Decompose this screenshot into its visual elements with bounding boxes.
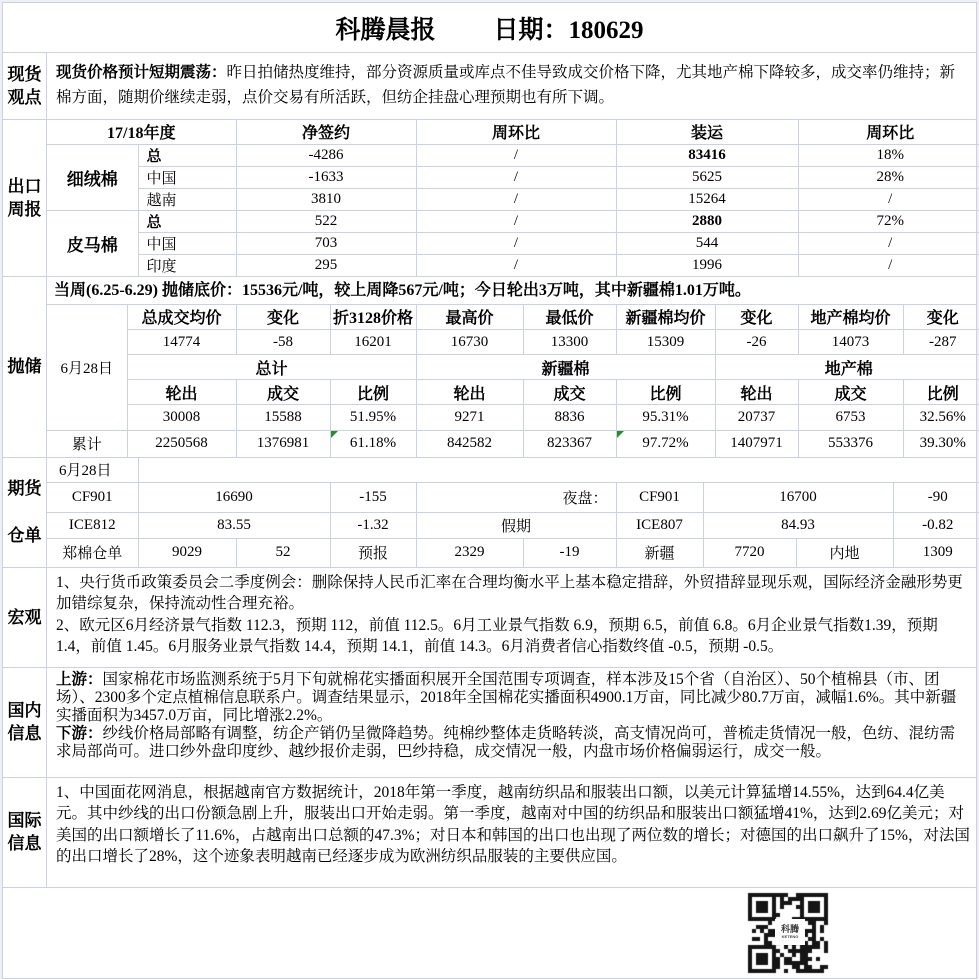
spot-body: 昨日拍储热度维持，部分资源质量或库点不佳导致成交价格下降，尤其地产棉下降较多，成交率仍维持；新棉方面，随期价继续走弱，点价交易有所活跃，但纺企挂盘心理预期也有所下调。 xyxy=(56,64,956,106)
export-cell: / xyxy=(416,188,616,210)
sidebar-label-international: 国际 信息 xyxy=(3,778,47,887)
auction-cell: 39.30% xyxy=(903,431,979,457)
export-cell: / xyxy=(416,254,616,276)
auction-cell: 15309 xyxy=(616,330,715,355)
sidebar-label-export: 出口 周报 xyxy=(3,120,47,276)
international-text: 1、中国面花网消息，根据越南官方数据统计，2018年第一季度，越南纺织品和服装出口额，以美元计算猛增14.55%，达到64.4亿美元。其中纱线的出口份额急剧上升，服装出口开始走弱。第一季度，越南对中国的纺织品和服装出口额猛增41%，达到2.69亿美元；对美国的出口额增长了11.6%，占越南出口总额的47.3%；对日本和韩国的出口也出现了两位数的增长；对德国的出口飙升了15%，对法国的出口增长了28%，这个迹象表明越南已经逐步成为欧洲纺织品服装的主要供应国。 xyxy=(56,783,970,865)
export-region: 中国 xyxy=(138,166,236,188)
auction-cell: 32.56% xyxy=(903,405,979,431)
export-cell: / xyxy=(798,232,979,254)
export-cell: / xyxy=(798,254,979,276)
report-date: 日期：180629 xyxy=(493,16,644,44)
export-year: 17/18年度 xyxy=(47,120,236,144)
upstream-text: 国家棉花市场监测系统于5月下旬就棉花实播面积展开全国范围专项调查，样本涉及15个省（自治区）、50个植棉县（市、团场）、2300多个定点植棉信息联系户。调查结果显示，2018年全国棉花实播面积4900.1万亩，同比减少80.7万亩，减幅1.6%。其中新疆实播面积为3457.0万亩，同比增涨2.2%。 xyxy=(56,670,957,724)
warrant-cell: 内地 xyxy=(796,539,893,567)
warrant-cell: 52 xyxy=(236,539,330,567)
warrant-cell: 预报 xyxy=(330,539,416,567)
auction-date: 6月28日 xyxy=(47,305,127,431)
warrant-name: 郑棉仓单 xyxy=(47,539,138,567)
auction-cell: 842582 xyxy=(416,431,523,457)
auction-header: 变化 xyxy=(903,305,979,330)
auction-body xyxy=(47,277,976,457)
export-cell: -4286 xyxy=(236,144,416,166)
auction-day-row xyxy=(47,405,979,431)
spot-lead: 现货价格预计短期震荡： xyxy=(56,64,227,81)
export-col-header: 周环比 xyxy=(798,120,979,144)
auction-intro: 当周(6.25-6.29) 抛储底价：15536元/吨，较上周降567元/吨；今日轮出3万吨，其中新疆棉1.01万吨。 xyxy=(47,277,976,305)
auction-table xyxy=(47,305,979,457)
auction-cum-label: 累计 xyxy=(47,431,127,457)
auction-header: 变化 xyxy=(236,305,330,330)
upstream-label: 上游： xyxy=(56,670,103,688)
futures-price: 83.55 xyxy=(138,513,330,539)
auction-sub-header-row xyxy=(47,380,979,405)
export-table xyxy=(47,120,979,276)
auction-subheader: 成交 xyxy=(236,380,330,405)
auction-cell-commented: 61.18% xyxy=(330,431,416,457)
auction-cell-commented: 97.72% xyxy=(616,431,715,457)
section-export xyxy=(3,120,976,277)
warrant-cell: 新疆 xyxy=(616,539,703,567)
auction-group: 新疆棉 xyxy=(416,355,715,380)
report-sheet xyxy=(2,2,977,979)
holiday-note: 假期 xyxy=(416,513,616,539)
auction-header: 最低价 xyxy=(523,305,616,330)
sidebar-label-domestic: 国内 信息 xyxy=(3,668,47,777)
night-session-label: 夜盘： xyxy=(416,483,616,513)
export-cell: 28% xyxy=(798,166,979,188)
futures-cf-row xyxy=(47,483,979,513)
auction-cell: 14073 xyxy=(798,330,903,355)
downstream-label: 下游： xyxy=(56,725,103,743)
futures-date: 6月28日 xyxy=(47,458,138,483)
export-region: 中国 xyxy=(138,232,236,254)
export-cell: 2880 xyxy=(616,210,798,232)
auction-cell: 51.95% xyxy=(330,405,416,431)
spot-text xyxy=(47,53,976,119)
section-macro xyxy=(3,568,976,668)
domestic-text xyxy=(47,668,976,777)
futures-table xyxy=(47,458,979,567)
export-col-header: 周环比 xyxy=(416,120,616,144)
auction-header: 总成交均价 xyxy=(127,305,236,330)
auction-cell: 6753 xyxy=(798,405,903,431)
auction-cell: 9271 xyxy=(416,405,523,431)
export-row xyxy=(47,188,979,210)
export-row xyxy=(47,232,979,254)
futures-ice-row xyxy=(47,513,979,539)
export-group-name: 细绒棉 xyxy=(47,144,138,210)
auction-group-row xyxy=(47,355,979,380)
auction-cell: 16730 xyxy=(416,330,523,355)
auction-cell: 2250568 xyxy=(127,431,236,457)
sidebar-label-auction: 抛储 xyxy=(3,277,47,457)
qr-code xyxy=(744,889,836,977)
auction-group: 总计 xyxy=(127,355,416,380)
qr-center-label: 科腾 KETENG xyxy=(775,919,805,945)
export-cell: 15264 xyxy=(616,188,798,210)
export-region: 总 xyxy=(138,144,236,166)
futures-change: -155 xyxy=(330,483,416,513)
export-cell: 3810 xyxy=(236,188,416,210)
auction-subheader: 比例 xyxy=(330,380,416,405)
auction-cell: 553376 xyxy=(798,431,903,457)
export-row xyxy=(47,144,979,166)
export-region: 印度 xyxy=(138,254,236,276)
export-row xyxy=(47,210,979,232)
auction-subheader: 轮出 xyxy=(715,380,798,405)
sidebar-label-macro: 宏观 xyxy=(3,568,47,667)
export-cell: 703 xyxy=(236,232,416,254)
futures-change: -1.32 xyxy=(330,513,416,539)
section-futures xyxy=(3,458,976,568)
export-row xyxy=(47,166,979,188)
export-row xyxy=(47,254,979,276)
empty-cell xyxy=(138,458,979,483)
export-cell: 295 xyxy=(236,254,416,276)
footer xyxy=(3,888,976,978)
auction-cell: 8836 xyxy=(523,405,616,431)
auction-cell: 1407971 xyxy=(715,431,798,457)
export-header-row xyxy=(47,120,979,144)
auction-cell: 823367 xyxy=(523,431,616,457)
macro-text xyxy=(47,568,976,667)
macro-item: 2、欧元区6月经济景气指数 112.3，预期 112，前值 112.5。6月工业景气指数 6.9，预期 6.5，前值 6.8。6月企业景气指数1.39，预期 1.4，前值 1.45。6月服务业景气指数 14.4，预期 14.1，前值 14.3。6月消费者信心指数终值 -0.5，预期 -0.5。 xyxy=(56,616,938,655)
futures-change: -90 xyxy=(893,483,979,513)
auction-cell: -26 xyxy=(715,330,798,355)
export-cell: 18% xyxy=(798,144,979,166)
export-cell: / xyxy=(416,166,616,188)
auction-price-header-row xyxy=(47,305,979,330)
auction-cell: 13300 xyxy=(523,330,616,355)
futures-contract: ICE807 xyxy=(616,513,703,539)
auction-cell: -58 xyxy=(236,330,330,355)
export-region: 总 xyxy=(138,210,236,232)
macro-item: 1、央行货币政策委员会二季度例会：删除保持人民币汇率在合理均衡水平上基本稳定措辞，外贸措辞显现乐观，国际经济金融形势更加错综复杂，保持流动性合理充裕。 xyxy=(56,573,963,612)
auction-cell: 95.31% xyxy=(616,405,715,431)
warrant-row xyxy=(47,539,979,567)
export-cell: / xyxy=(416,232,616,254)
section-domestic xyxy=(3,668,976,778)
export-cell: -1633 xyxy=(236,166,416,188)
auction-price-row xyxy=(47,330,979,355)
futures-price: 84.93 xyxy=(703,513,893,539)
auction-subheader: 成交 xyxy=(798,380,903,405)
section-spot xyxy=(3,53,976,120)
auction-cell: -287 xyxy=(903,330,979,355)
futures-price: 16690 xyxy=(138,483,330,513)
sidebar-label-spot: 现货 观点 xyxy=(3,53,47,119)
auction-cum-row xyxy=(47,431,979,457)
section-international xyxy=(3,778,976,888)
futures-contract: ICE812 xyxy=(47,513,138,539)
auction-subheader: 比例 xyxy=(903,380,979,405)
auction-cell: 20737 xyxy=(715,405,798,431)
export-cell: 522 xyxy=(236,210,416,232)
warrant-cell: 1309 xyxy=(893,539,979,567)
futures-contract: CF901 xyxy=(616,483,703,513)
export-cell: 544 xyxy=(616,232,798,254)
futures-change: -0.82 xyxy=(893,513,979,539)
futures-date-row xyxy=(47,458,979,483)
export-cell: 1996 xyxy=(616,254,798,276)
title-bar xyxy=(3,3,976,53)
export-region: 越南 xyxy=(138,188,236,210)
warrant-cell: 2329 xyxy=(416,539,523,567)
export-cell: / xyxy=(798,188,979,210)
warrant-cell: 9029 xyxy=(138,539,236,567)
auction-subheader: 轮出 xyxy=(127,380,236,405)
sidebar-label-futures: 期货 仓单 xyxy=(3,458,47,567)
auction-subheader: 比例 xyxy=(616,380,715,405)
futures-contract: CF901 xyxy=(47,483,138,513)
auction-cell: 1376981 xyxy=(236,431,330,457)
report-title: 科腾晨报 xyxy=(335,16,436,44)
auction-header: 变化 xyxy=(715,305,798,330)
export-cell: / xyxy=(416,210,616,232)
auction-subheader: 轮出 xyxy=(416,380,523,405)
auction-header: 折3128价格 xyxy=(330,305,416,330)
auction-cell: 15588 xyxy=(236,405,330,431)
export-cell: / xyxy=(416,144,616,166)
downstream-text: 纱线价格局部略有调整，纺企产销仍呈微降趋势。纯棉纱整体走货略转淡，高支情况尚可，普梳走货情况一般，色纺、混纺需求局部尚可。进口纱外盘印度纱、越纱报价走弱，巴纱持稳，成交情况一般，内盘市场价格偏弱运行，成交一般。 xyxy=(56,725,956,761)
export-cell: 72% xyxy=(798,210,979,232)
export-group-name: 皮马棉 xyxy=(47,210,138,276)
futures-price: 16700 xyxy=(703,483,893,513)
auction-header: 地产棉均价 xyxy=(798,305,903,330)
auction-header: 最高价 xyxy=(416,305,523,330)
export-cell: 83416 xyxy=(616,144,798,166)
warrant-cell: 7720 xyxy=(703,539,796,567)
futures-body xyxy=(47,458,976,567)
auction-subheader: 成交 xyxy=(523,380,616,405)
export-cell: 5625 xyxy=(616,166,798,188)
auction-header: 新疆棉均价 xyxy=(616,305,715,330)
section-auction xyxy=(3,277,976,458)
export-col-header: 净签约 xyxy=(236,120,416,144)
auction-cell: 14774 xyxy=(127,330,236,355)
auction-cell: 16201 xyxy=(330,330,416,355)
auction-cell: 30008 xyxy=(127,405,236,431)
auction-group: 地产棉 xyxy=(715,355,979,380)
export-body xyxy=(47,120,976,276)
warrant-cell: -19 xyxy=(523,539,616,567)
export-col-header: 装运 xyxy=(616,120,798,144)
